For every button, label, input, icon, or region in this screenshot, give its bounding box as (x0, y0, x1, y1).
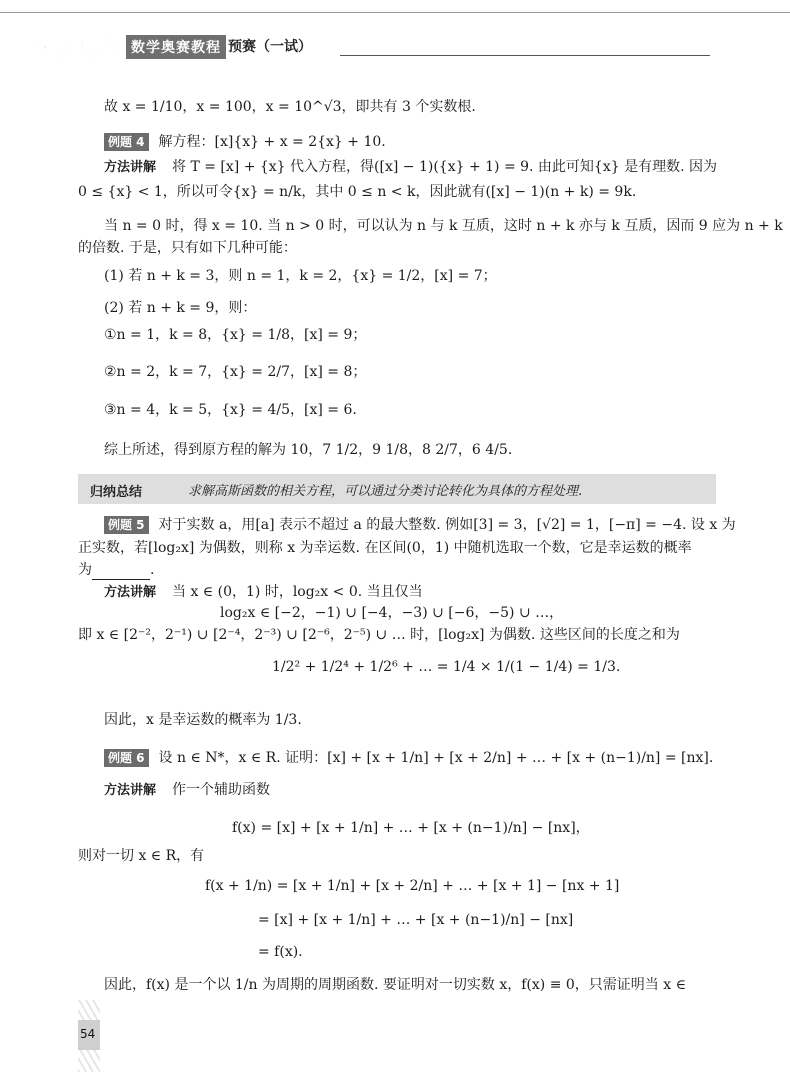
method-text: 将 T = [x] + {x} 代入方程，得([x] − 1)({x} + 1) = 9. 由此可知{x} 是有理数. 因为 (172, 159, 717, 175)
text-line: 因此，x 是幸运数的概率为 1/3. (104, 712, 302, 728)
page-header (0, 0, 790, 70)
series-title: 数学奥赛教程 (126, 35, 226, 59)
formula: f(x) = [x] + [x + 1/n] + … + [x + (n−1)/n] − [nx]， (232, 820, 590, 836)
example-4 (104, 132, 386, 152)
text-line: 因此，f(x) 是一个以 1/n 为周期的周期函数. 要证明对一切实数 x，f(x) ≡ 0，只需证明当 x ∈ (104, 977, 686, 993)
formula: f(x + 1/n) = [x + 1/n] + [x + 2/n] + … + [x + 1] − [nx + 1] (205, 878, 620, 894)
text-line: 当 n = 0 时，得 x = 10. 当 n > 0 时，可以认为 n 与 k 互质，这时 n + k 亦与 k 互质，因而 9 应为 n + k (104, 218, 783, 234)
example-6 (104, 748, 713, 768)
example-label: 例题 5 (104, 516, 149, 534)
logo-char: 生 (106, 36, 122, 54)
text-line: 正实数，若[log₂x] 为偶数，则称 x 为幸运数. 在区间(0，1) 中随机选取一个数，它是幸运数的概率 (78, 540, 692, 556)
formula: = [x] + [x + 1/n] + … + [x + (n−1)/n] − [nx] (258, 912, 574, 928)
method-text: 当 x ∈ (0，1) 时，log₂x < 0. 当且仅当 (172, 584, 423, 600)
method-5 (104, 582, 423, 603)
part-title: 预赛（一试） (228, 39, 312, 55)
logo-char: 全 (32, 40, 48, 58)
example-text: 解方程：[x]{x} + x = 2{x} + 10. (158, 134, 386, 150)
example-text: 对于实数 a，用[a] 表示不超过 a 的最大整数. 例如[3] = 3，[√2] = 1，[−π] = −4. 设 x 为 (158, 517, 736, 533)
example-text: 设 n ∈ N*，x ∈ R. 证明：[x] + [x + 1/n] + [x + 2/n] + … + [x + (n−1)/n] = [nx]. (158, 750, 714, 766)
method-label: 方法讲解 (104, 160, 157, 175)
case-1: (1) 若 n + k = 3，则 n = 1，k = 2，{x} = 1/2，[x] = 7； (104, 268, 497, 284)
summary-box (78, 474, 716, 504)
logo-char: 学 (88, 46, 104, 64)
example-5 (104, 515, 736, 535)
method-4 (104, 157, 717, 178)
text-line: 0 ≤ {x} < 1，所以可令{x} = n/k，其中 0 ≤ n < k，因此就有([x] − 1)(n + k) = 9k. (78, 184, 637, 200)
page-number: 54 (80, 1027, 96, 1041)
answer-blank (92, 565, 150, 580)
case-2c: ③n = 4，k = 5，{x} = 4/5，[x] = 6. (104, 402, 357, 418)
formula: log₂x ∈ [−2，−1) ∪ [−4，−3) ∪ [−6，−5) ∪ …， (220, 605, 564, 621)
conclusion: 综上所述，得到原方程的解为 10，7 1/2，9 1/8，8 2/7，6 4/5. (104, 442, 513, 458)
logo-char: 国 (50, 49, 66, 67)
case-2: (2) 若 n + k = 9，则： (104, 300, 257, 316)
case-2b: ②n = 2，k = 7，{x} = 2/7，[x] = 8； (104, 364, 367, 380)
text-line: 故 x = 1/10，x = 100，x = 10^√3，即共有 3 个实数根. (104, 99, 476, 115)
header-rule (340, 55, 710, 56)
text-line: 为 . (78, 562, 155, 578)
method-6 (104, 780, 270, 801)
text-line: 的倍数. 于是，只有如下几种可能： (78, 240, 297, 256)
method-text: 作一个辅助函数 (172, 782, 271, 798)
summary-title: 归纳总结 (90, 485, 143, 500)
example-label: 例题 6 (104, 749, 149, 767)
case-2a: ①n = 1，k = 8，{x} = 1/8，[x] = 9； (104, 327, 367, 343)
formula-sum: 1/2² + 1/2⁴ + 1/2⁶ + … = 1/4 × 1/(1 − 1/4) = 1/3. (272, 659, 621, 675)
method-label: 方法讲解 (104, 783, 157, 798)
logo-char: 中 (69, 38, 85, 56)
text-line: 则对一切 x ∈ R，有 (78, 848, 205, 864)
summary-body: 求解高斯函数的相关方程，可以通过分类讨论转化为具体的方程处理. (188, 484, 583, 499)
method-label: 方法讲解 (104, 585, 157, 600)
example-label: 例题 4 (104, 133, 149, 151)
logo (30, 30, 126, 68)
text-line: 即 x ∈ [2⁻²，2⁻¹) ∪ [2⁻⁴，2⁻³) ∪ [2⁻⁶，2⁻⁵) ∪ … 时，[log₂x] 为偶数. 这些区间的长度之和为 (78, 627, 680, 643)
formula: = f(x). (258, 944, 303, 960)
text-part: 为 (78, 562, 92, 578)
